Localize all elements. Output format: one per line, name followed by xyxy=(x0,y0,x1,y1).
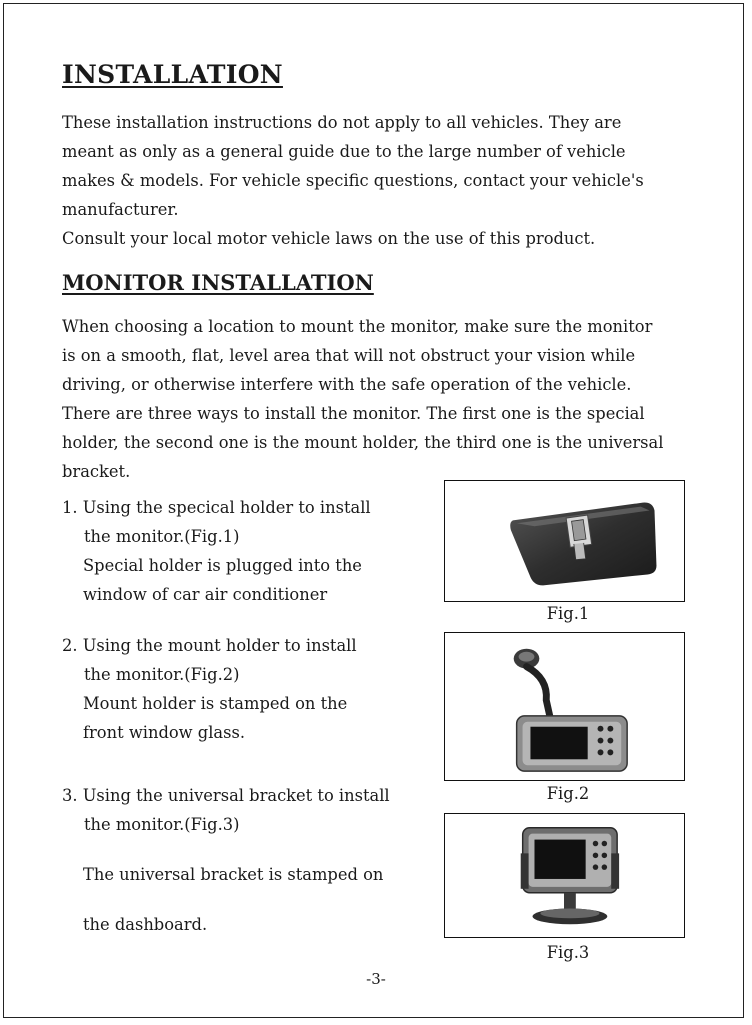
step-special-holder xyxy=(62,493,432,609)
intro-line: These installation instructions do not apply to all vehicles. They are xyxy=(62,113,622,132)
step-title: 3. Using the universal bracket to install xyxy=(62,786,390,805)
step-mount-holder xyxy=(62,631,432,747)
step-desc: Mount holder is stamped on the xyxy=(83,694,348,713)
monitor-suction-mount-illustration xyxy=(445,633,684,780)
monitor-line: bracket. xyxy=(62,462,131,481)
intro-line: meant as only as a general guide due to the large number of vehicle xyxy=(62,142,626,161)
figure-1-image xyxy=(444,480,685,602)
monitor-line: driving, or otherwise interfere with the safe operation of the vehicle. xyxy=(62,375,632,394)
step-title: 2. Using the mount holder to install xyxy=(62,636,357,655)
step-title-cont: the monitor.(Fig.2) xyxy=(84,665,240,684)
page-number: -3- xyxy=(366,970,386,988)
monitor-dashboard-bracket-illustration xyxy=(445,814,684,937)
step-desc: Special holder is plugged into the xyxy=(83,556,362,575)
intro-line: manufacturer. xyxy=(62,200,179,219)
step-title-cont: the monitor.(Fig.1) xyxy=(84,527,240,546)
figure-3-image xyxy=(444,813,685,938)
figure-2-image xyxy=(444,632,685,781)
monitor-back-clip-illustration xyxy=(445,481,684,601)
figure-1-caption: Fig.1 xyxy=(546,604,590,623)
monitor-line: holder, the second one is the mount holder, the third one is the universal xyxy=(62,433,664,452)
intro-line: makes & models. For vehicle specific questions, contact your vehicle's xyxy=(62,171,644,190)
figure-3-caption: Fig.3 xyxy=(546,943,590,962)
step-title: 1. Using the specical holder to install xyxy=(62,498,371,517)
monitor-paragraph xyxy=(62,312,712,486)
intro-paragraph xyxy=(62,108,702,253)
monitor-line: is on a smooth, flat, level area that will not obstruct your vision while xyxy=(62,346,636,365)
step-desc: window of car air conditioner xyxy=(83,585,328,604)
step-desc: the dashboard. xyxy=(83,915,208,934)
intro-line: Consult your local motor vehicle laws on the use of this product. xyxy=(62,229,596,248)
step-universal-bracket xyxy=(62,781,432,939)
monitor-line: There are three ways to install the monitor. The first one is the special xyxy=(62,404,645,423)
step-title-cont: the monitor.(Fig.3) xyxy=(84,815,240,834)
monitor-installation-heading: MONITOR INSTALLATION xyxy=(62,270,374,295)
step-desc: The universal bracket is stamped on xyxy=(83,865,384,884)
step-desc: front window glass. xyxy=(83,723,246,742)
monitor-line: When choosing a location to mount the monitor, make sure the monitor xyxy=(62,317,653,336)
installation-heading: INSTALLATION xyxy=(62,60,283,89)
figure-2-caption: Fig.2 xyxy=(546,784,590,803)
